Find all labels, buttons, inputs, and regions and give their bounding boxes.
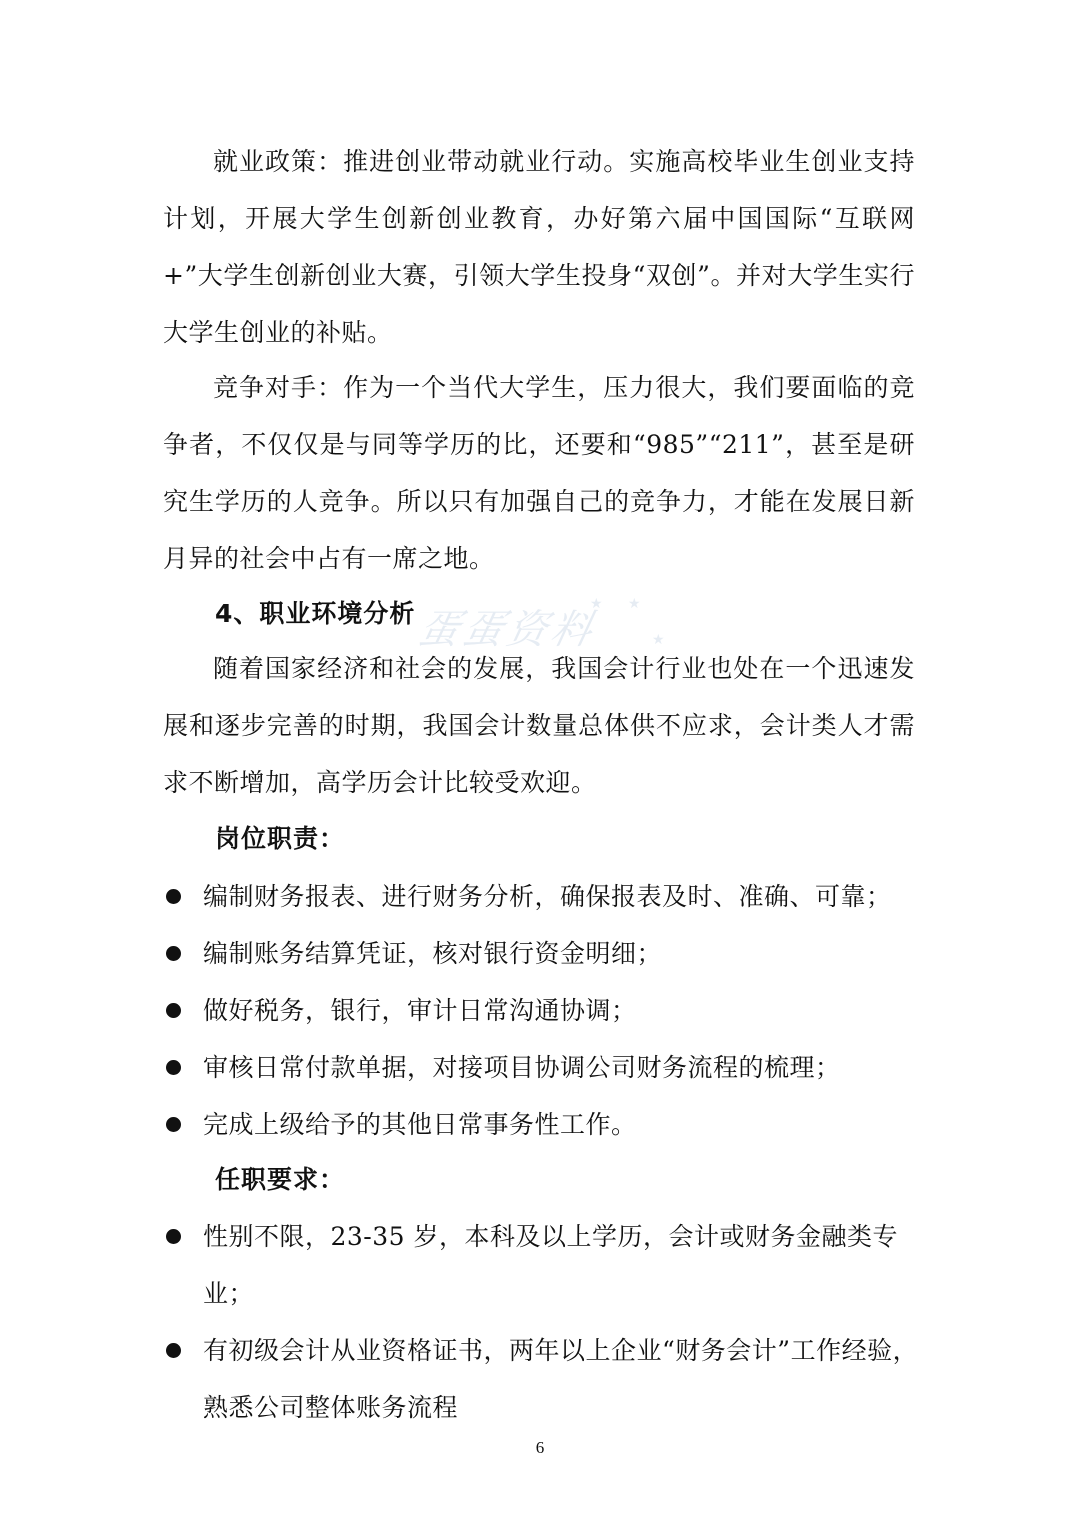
list-item bbox=[163, 982, 923, 1039]
duty-text: 做好税务，银行，审计日常沟通协调； bbox=[203, 996, 637, 1025]
bullet-icon bbox=[166, 1003, 181, 1018]
list-item bbox=[163, 1096, 923, 1153]
watermark-logo: 蛋蛋资料 bbox=[414, 607, 601, 653]
requirement-text: 性别不限，23-35 岁，本科及以上学历，会计或财务金融类专业； bbox=[203, 1222, 899, 1308]
bullet-icon bbox=[166, 889, 181, 904]
watermark-star-icon: ★ bbox=[628, 596, 641, 612]
heading-job-duties: 岗位职责： bbox=[215, 824, 346, 853]
requirement-text: 有初级会计从业资格证书，两年以上企业“财务会计”工作经验，熟悉公司整体账务流程 bbox=[203, 1336, 919, 1422]
bullet-icon bbox=[166, 1343, 181, 1358]
heading-job-requirements: 任职要求： bbox=[215, 1165, 346, 1194]
page-number: 6 bbox=[535, 1438, 545, 1457]
bullet-icon bbox=[166, 946, 181, 961]
duty-text: 完成上级给予的其他日常事务性工作。 bbox=[203, 1110, 637, 1139]
duty-text: 编制账务结算凭证，核对银行资金明细； bbox=[203, 939, 663, 968]
watermark-star-icon: ★ bbox=[590, 596, 603, 612]
duty-text: 编制财务报表、进行财务分析，确保报表及时、准确、可靠； bbox=[203, 882, 892, 911]
bullet-icon bbox=[166, 1117, 181, 1132]
list-item bbox=[163, 1039, 923, 1096]
list-item bbox=[163, 925, 923, 982]
bullet-icon bbox=[166, 1229, 181, 1244]
list-item bbox=[163, 1322, 923, 1436]
section-heading-career-environment: 4、职业环境分析 bbox=[215, 599, 416, 628]
paragraph-competitors: 竞争对手：作为一个当代大学生，压力很大，我们要面临的竞争者，不仅仅是与同等学历的比，还要和“985”“211”，甚至是研究生学历的人竞争。所以只有加强自己的竞争力，才能在发展日新月异的社会中占有一席之地。 bbox=[163, 373, 915, 573]
duties-list bbox=[163, 868, 923, 1153]
requirements-list bbox=[163, 1208, 923, 1436]
list-item bbox=[163, 1208, 923, 1322]
bullet-icon bbox=[166, 1060, 181, 1075]
duty-text: 审核日常付款单据，对接项目协调公司财务流程的梳理； bbox=[203, 1053, 841, 1082]
watermark-star-icon: ★ bbox=[652, 632, 665, 648]
paragraph-environment: 随着国家经济和社会的发展，我国会计行业也处在一个迅速发展和逐步完善的时期，我国会计数量总体供不应求，会计类人才需求不断增加，高学历会计比较受欢迎。 bbox=[163, 654, 915, 797]
list-item bbox=[163, 868, 923, 925]
paragraph-employment-policy: 就业政策：推进创业带动就业行动。实施高校毕业生创业支持计划，开展大学生创新创业教育，办好第六届中国国际“互联网+”大学生创新创业大赛，引领大学生投身“双创”。并对大学生实行大学生创业的补贴。 bbox=[163, 147, 915, 347]
